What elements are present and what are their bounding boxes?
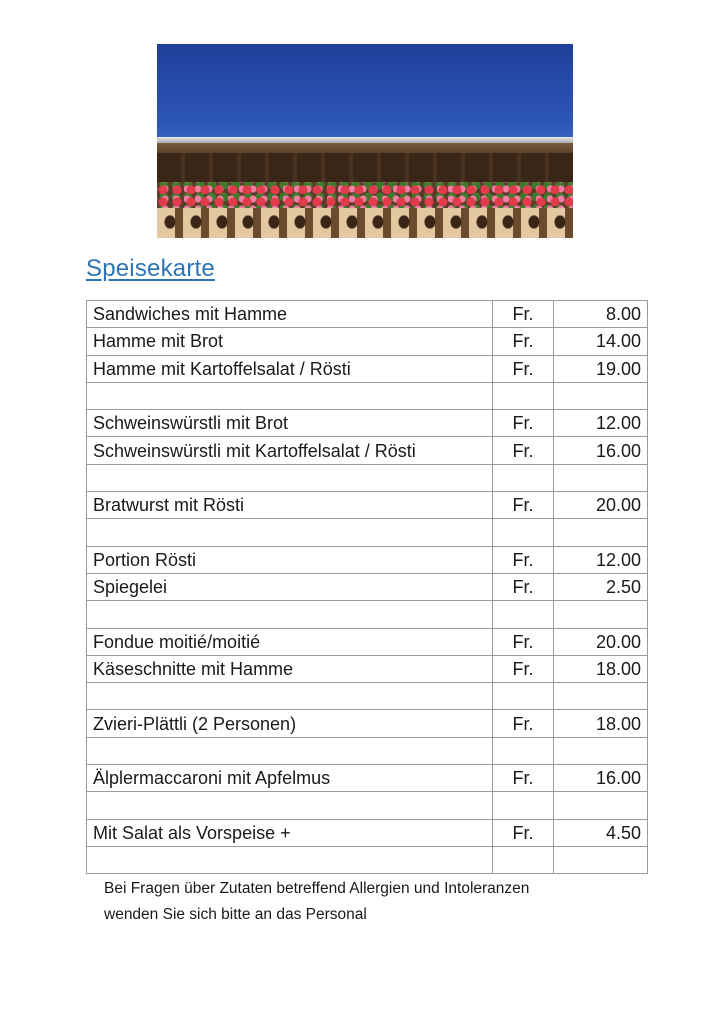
- menu-item-currency: Fr.: [493, 546, 554, 573]
- menu-item-name: Mit Salat als Vorspeise +: [87, 819, 493, 846]
- menu-row: [87, 328, 648, 355]
- menu-item-name: [87, 683, 493, 710]
- menu-row-spacer: [87, 846, 648, 873]
- menu-row: [87, 655, 648, 682]
- menu-item-price: [554, 464, 648, 491]
- menu-item-currency: [493, 601, 554, 628]
- menu-item-name: Schweinswürstli mit Brot: [87, 410, 493, 437]
- menu-item-price: 12.00: [554, 410, 648, 437]
- menu-row: [87, 628, 648, 655]
- menu-item-price: [554, 792, 648, 819]
- menu-row: [87, 437, 648, 464]
- menu-item-price: 4.50: [554, 819, 648, 846]
- menu-item-price: 20.00: [554, 628, 648, 655]
- menu-row: [87, 546, 648, 573]
- menu-item-name: [87, 519, 493, 546]
- menu-row-spacer: [87, 792, 648, 819]
- menu-row-spacer: [87, 683, 648, 710]
- menu-row-spacer: [87, 737, 648, 764]
- menu-item-name: [87, 792, 493, 819]
- menu-item-currency: Fr.: [493, 301, 554, 328]
- menu-row: [87, 765, 648, 792]
- roof-overhang: [157, 143, 573, 153]
- menu-row: [87, 301, 648, 328]
- menu-row: [87, 492, 648, 519]
- geranium-flowers: [157, 182, 573, 210]
- menu-item-price: [554, 737, 648, 764]
- menu-row: [87, 573, 648, 600]
- menu-item-currency: Fr.: [493, 355, 554, 382]
- menu-item-currency: Fr.: [493, 765, 554, 792]
- menu-item-currency: Fr.: [493, 492, 554, 519]
- menu-item-price: 8.00: [554, 301, 648, 328]
- menu-row-spacer: [87, 601, 648, 628]
- menu-item-currency: Fr.: [493, 819, 554, 846]
- menu-item-name: [87, 464, 493, 491]
- allergy-note-line-2: wenden Sie sich bitte an das Personal: [104, 906, 367, 923]
- menu-row-spacer: [87, 382, 648, 409]
- menu-item-currency: Fr.: [493, 573, 554, 600]
- menu-item-price: 2.50: [554, 573, 648, 600]
- menu-item-price: 18.00: [554, 710, 648, 737]
- menu-item-name: [87, 382, 493, 409]
- menu-item-price: [554, 519, 648, 546]
- menu-title: Speisekarte: [86, 255, 215, 282]
- menu-item-currency: Fr.: [493, 410, 554, 437]
- carved-balcony-rail: [157, 208, 573, 238]
- menu-row: [87, 410, 648, 437]
- menu-item-name: [87, 737, 493, 764]
- menu-item-currency: Fr.: [493, 710, 554, 737]
- menu-item-currency: Fr.: [493, 328, 554, 355]
- menu-item-price: 20.00: [554, 492, 648, 519]
- menu-item-currency: Fr.: [493, 437, 554, 464]
- menu-item-name: Sandwiches mit Hamme: [87, 301, 493, 328]
- menu-table: [86, 300, 648, 874]
- menu-item-name: Älplermaccaroni mit Apfelmus: [87, 765, 493, 792]
- menu-item-currency: [493, 737, 554, 764]
- menu-row-spacer: [87, 464, 648, 491]
- menu-item-price: 16.00: [554, 437, 648, 464]
- menu-row: [87, 355, 648, 382]
- menu-item-name: Zvieri-Plättli (2 Personen): [87, 710, 493, 737]
- menu-item-currency: [493, 519, 554, 546]
- menu-item-price: 18.00: [554, 655, 648, 682]
- menu-item-currency: [493, 382, 554, 409]
- menu-item-name: Käseschnitte mit Hamme: [87, 655, 493, 682]
- menu-item-price: [554, 601, 648, 628]
- menu-item-currency: [493, 464, 554, 491]
- menu-item-name: Hamme mit Brot: [87, 328, 493, 355]
- menu-item-name: Spiegelei: [87, 573, 493, 600]
- menu-row: [87, 819, 648, 846]
- menu-item-price: [554, 382, 648, 409]
- menu-item-name: [87, 601, 493, 628]
- menu-item-price: [554, 683, 648, 710]
- menu-item-currency: [493, 792, 554, 819]
- menu-item-name: [87, 846, 493, 873]
- menu-item-price: 12.00: [554, 546, 648, 573]
- menu-item-price: 16.00: [554, 765, 648, 792]
- allergy-note-line-1: Bei Fragen über Zutaten betreffend Allergien und Intoleranzen: [104, 880, 530, 897]
- menu-item-name: Schweinswürstli mit Kartoffelsalat / Rösti: [87, 437, 493, 464]
- menu-item-name: Portion Rösti: [87, 546, 493, 573]
- menu-item-currency: [493, 683, 554, 710]
- header-photo: [157, 44, 573, 238]
- menu-item-name: Fondue moitié/moitié: [87, 628, 493, 655]
- menu-row-spacer: [87, 519, 648, 546]
- menu-row: [87, 710, 648, 737]
- menu-item-currency: Fr.: [493, 655, 554, 682]
- allergy-note: [104, 876, 664, 928]
- menu-item-currency: [493, 846, 554, 873]
- menu-item-name: Hamme mit Kartoffelsalat / Rösti: [87, 355, 493, 382]
- menu-item-price: [554, 846, 648, 873]
- menu-item-price: 14.00: [554, 328, 648, 355]
- menu-item-price: 19.00: [554, 355, 648, 382]
- menu-item-currency: Fr.: [493, 628, 554, 655]
- menu-item-name: Bratwurst mit Rösti: [87, 492, 493, 519]
